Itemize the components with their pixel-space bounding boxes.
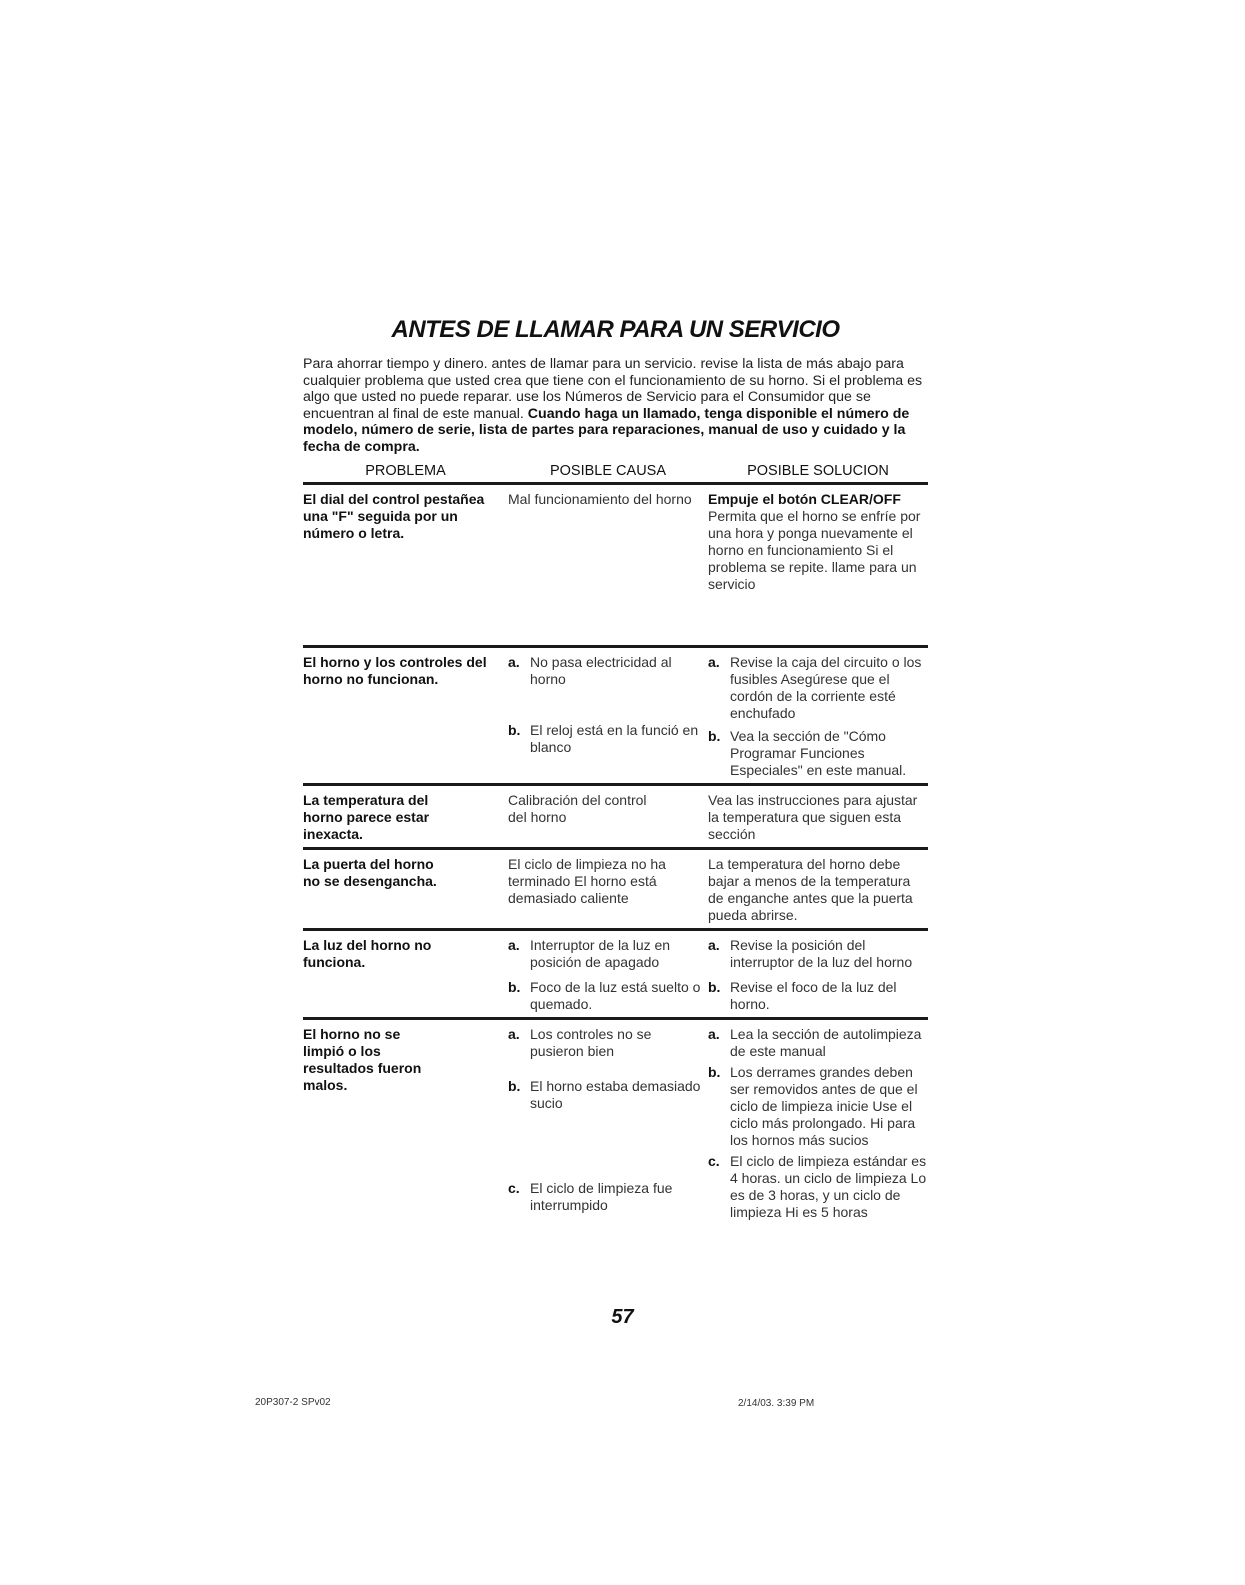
item-text: Lea la sección de autolimpieza de este manual bbox=[730, 1026, 922, 1059]
item-letter: a. bbox=[508, 1026, 520, 1042]
footer-document-code: 20P307-2 SPv02 bbox=[255, 1397, 331, 1408]
item-letter: b. bbox=[508, 979, 521, 995]
item-text: Los derrames grandes deben ser removidos antes de que el ciclo de limpieza inicie Use el ciclo más prolongado. Hi para los hornos más sucios bbox=[730, 1064, 918, 1148]
item-letter: b. bbox=[508, 722, 521, 738]
solution-cell bbox=[708, 937, 928, 1013]
problem-cell: El dial del control pestañea una "F" seguida por un número o letra. bbox=[303, 491, 485, 541]
page-number: 57 bbox=[611, 1306, 634, 1328]
item-text: El horno estaba demasiado sucio bbox=[530, 1078, 701, 1111]
cause-item bbox=[508, 1180, 708, 1214]
item-letter: c. bbox=[708, 1153, 720, 1169]
item-letter: b. bbox=[708, 1064, 721, 1080]
problem-cell: El horno no se limpió o los resultados fueron malos. bbox=[303, 1026, 422, 1093]
item-letter: a. bbox=[708, 937, 720, 953]
item-text: No pasa electricidad al horno bbox=[530, 654, 672, 687]
item-text: El reloj está en la funció en blanco bbox=[530, 722, 699, 755]
item-text: Revise el foco de la luz del horno. bbox=[730, 979, 897, 1012]
cause-cell bbox=[508, 654, 708, 779]
manual-page bbox=[303, 316, 928, 1225]
cause-cell bbox=[508, 937, 708, 1013]
problem-cell: El horno y los controles del horno no funcionan. bbox=[303, 654, 487, 687]
troubleshooting-table bbox=[303, 485, 928, 1225]
item-text: Vea la sección de "Cómo Programar Funciones Especiales" en este manual. bbox=[730, 728, 907, 778]
cause-item bbox=[508, 937, 708, 971]
solution-text: Permita que el horno se enfríe por una hora y ponga nuevamente el horno en funcionamiento Si el problema se repite. llame para un servicio bbox=[708, 508, 921, 592]
problem-cell: La puerta del horno no se desengancha. bbox=[303, 856, 437, 889]
item-letter: b. bbox=[508, 1078, 521, 1094]
solution-cell: La temperatura del horno debe bajar a menos de la temperatura de enganche antes que la puerta pueda abrirse. bbox=[708, 856, 913, 923]
item-text: Interruptor de la luz en posición de apagado bbox=[530, 937, 671, 970]
cause-cell bbox=[508, 1026, 708, 1221]
item-text: Revise la caja del circuito o los fusibles Asegúrese que el cordón de la corriente esté enchufado bbox=[730, 654, 922, 721]
solution-item bbox=[708, 937, 928, 971]
table-row bbox=[303, 1017, 928, 1225]
item-letter: a. bbox=[708, 1026, 720, 1042]
item-text: Revise la posición del interruptor de la luz del horno bbox=[730, 937, 913, 970]
table-row bbox=[303, 485, 928, 645]
header-posible-causa: POSIBLE CAUSA bbox=[549, 463, 667, 479]
table-row bbox=[303, 847, 928, 928]
intro-bold-text: Cuando haga un llamado, tenga disponible el número de modelo, número de serie, lista de partes para reparaciones, manual de uso y cuidado y la fecha de compra. bbox=[303, 405, 910, 455]
cause-item bbox=[508, 1026, 708, 1060]
item-letter: b. bbox=[708, 728, 721, 744]
solution-item bbox=[708, 1153, 928, 1221]
item-letter: a. bbox=[708, 654, 720, 670]
item-text: El ciclo de limpieza estándar es 4 horas. un ciclo de limpieza Lo es de 3 horas, y un ciclo de limpieza Hi es 5 horas bbox=[730, 1153, 927, 1220]
solution-item bbox=[708, 654, 928, 722]
intro-text: Para ahorrar tiempo y dinero. antes de llamar para un servicio. revise la lista de más abajo para cualquier problema que usted crea que tiene con el funcionamiento de su horno. Si el problema es algo que usted no puede reparar. use los Números de Servicio para el Consumidor que se encuentran al final de este manual. bbox=[303, 356, 923, 422]
problem-cell: La temperatura del horno parece estar inexacta. bbox=[303, 792, 430, 842]
cause-item bbox=[508, 722, 708, 756]
item-letter: a. bbox=[508, 937, 520, 953]
item-letter: b. bbox=[708, 979, 721, 995]
solution-item bbox=[708, 728, 928, 779]
table-row bbox=[303, 783, 928, 847]
table-row bbox=[303, 645, 928, 783]
cause-cell: Mal funcionamiento del horno bbox=[508, 491, 692, 507]
solution-cell bbox=[708, 1026, 928, 1221]
cause-cell: El ciclo de limpieza no ha terminado El horno está demasiado caliente bbox=[508, 856, 666, 906]
table-header bbox=[303, 463, 928, 485]
cause-item bbox=[508, 979, 708, 1013]
cause-item bbox=[508, 1078, 708, 1112]
item-text: El ciclo de limpieza fue interrumpido bbox=[530, 1180, 673, 1213]
cause-cell: Calibración del control del horno bbox=[508, 792, 647, 825]
solution-cell bbox=[708, 654, 928, 779]
solution-cell bbox=[708, 491, 928, 641]
header-posible-solucion: POSIBLE SOLUCION bbox=[747, 463, 889, 479]
table-row bbox=[303, 928, 928, 1017]
item-text: Foco de la luz está suelto o quemado. bbox=[530, 979, 701, 1012]
item-letter: a. bbox=[508, 654, 520, 670]
solution-item bbox=[708, 1064, 928, 1149]
solution-item bbox=[708, 979, 928, 1013]
solution-item bbox=[708, 1026, 928, 1060]
item-letter: c. bbox=[508, 1180, 520, 1196]
item-text: Los controles no se pusieron bien bbox=[530, 1026, 652, 1059]
header-problema: PROBLEMA bbox=[365, 463, 446, 479]
cause-item bbox=[508, 654, 708, 688]
solution-bold-text: Empuje el botón CLEAR/OFF bbox=[708, 491, 901, 507]
intro-paragraph bbox=[303, 356, 928, 455]
footer-timestamp: 2/14/03. 3:39 PM bbox=[738, 1398, 815, 1409]
solution-cell: Vea las instrucciones para ajustar la temperatura que siguen esta sección bbox=[708, 792, 918, 842]
page-title: ANTES DE LLAMAR PARA UN SERVICIO bbox=[391, 316, 840, 343]
problem-cell: La luz del horno no funciona. bbox=[303, 937, 432, 970]
